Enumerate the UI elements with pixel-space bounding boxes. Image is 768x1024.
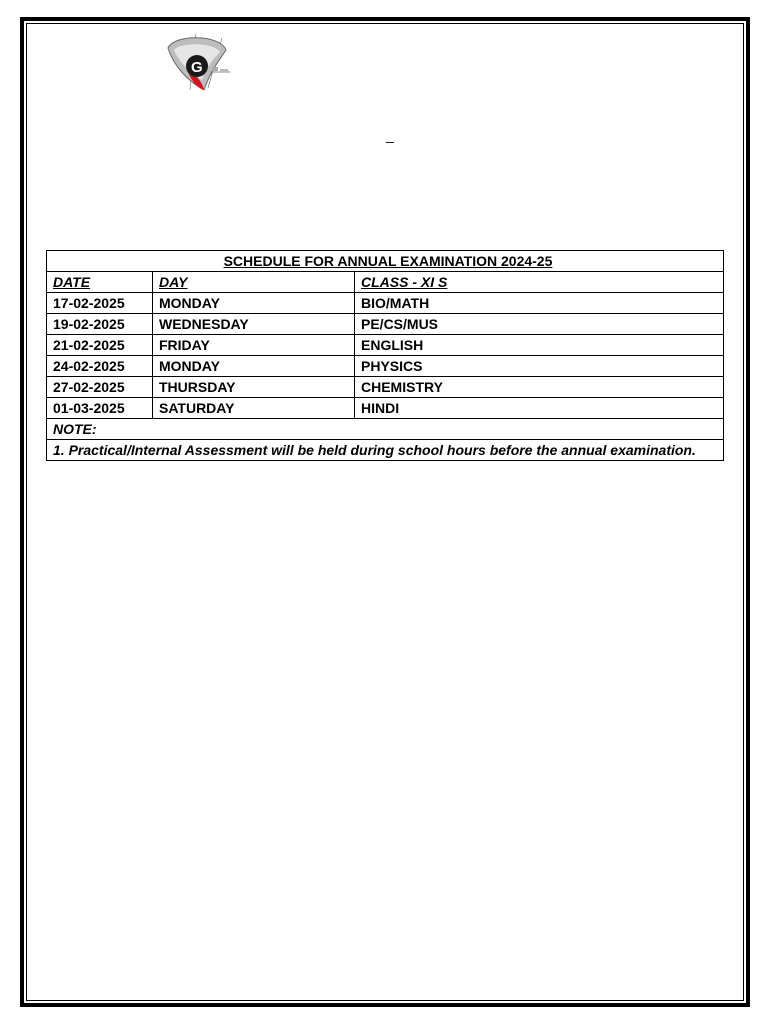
row-date: 01-03-2025 [47,398,153,419]
row-date: 17-02-2025 [47,293,153,314]
row-day: FRIDAY [153,335,355,356]
row-day: THURSDAY [153,377,355,398]
table-row [47,314,724,335]
row-subject: PE/CS/MUS [355,314,724,335]
header-class: CLASS - XI S [361,274,448,290]
row-subject: ENGLISH [355,335,724,356]
header-date: DATE [53,274,91,290]
row-date: 24-02-2025 [47,356,153,377]
row-day: SATURDAY [153,398,355,419]
table-row [47,356,724,377]
row-subject: BIO/MATH [355,293,724,314]
school-logo-icon [160,32,240,94]
row-subject: HINDI [355,398,724,419]
row-date: 27-02-2025 [47,377,153,398]
row-day: MONDAY [153,356,355,377]
row-subject: PHYSICS [355,356,724,377]
table-row [47,335,724,356]
header-row [47,272,724,293]
table-row [47,293,724,314]
row-date: 19-02-2025 [47,314,153,335]
note-text: 1. Practical/Internal Assessment will be held during school hours before the annual examination. [47,440,724,461]
schedule-title: SCHEDULE FOR ANNUAL EXAMINATION 2024-25 [47,251,724,272]
row-day: MONDAY [153,293,355,314]
header-day: DAY [159,274,188,290]
table-row [47,377,724,398]
page-border-inner [26,23,744,1001]
note-label: NOTE: [47,419,724,440]
row-subject: CHEMISTRY [355,377,724,398]
exam-schedule-table [46,250,724,461]
dash-mark: _ [386,127,394,143]
table-row [47,398,724,419]
row-day: WEDNESDAY [153,314,355,335]
svg-text:G: G [191,59,203,76]
row-date: 21-02-2025 [47,335,153,356]
